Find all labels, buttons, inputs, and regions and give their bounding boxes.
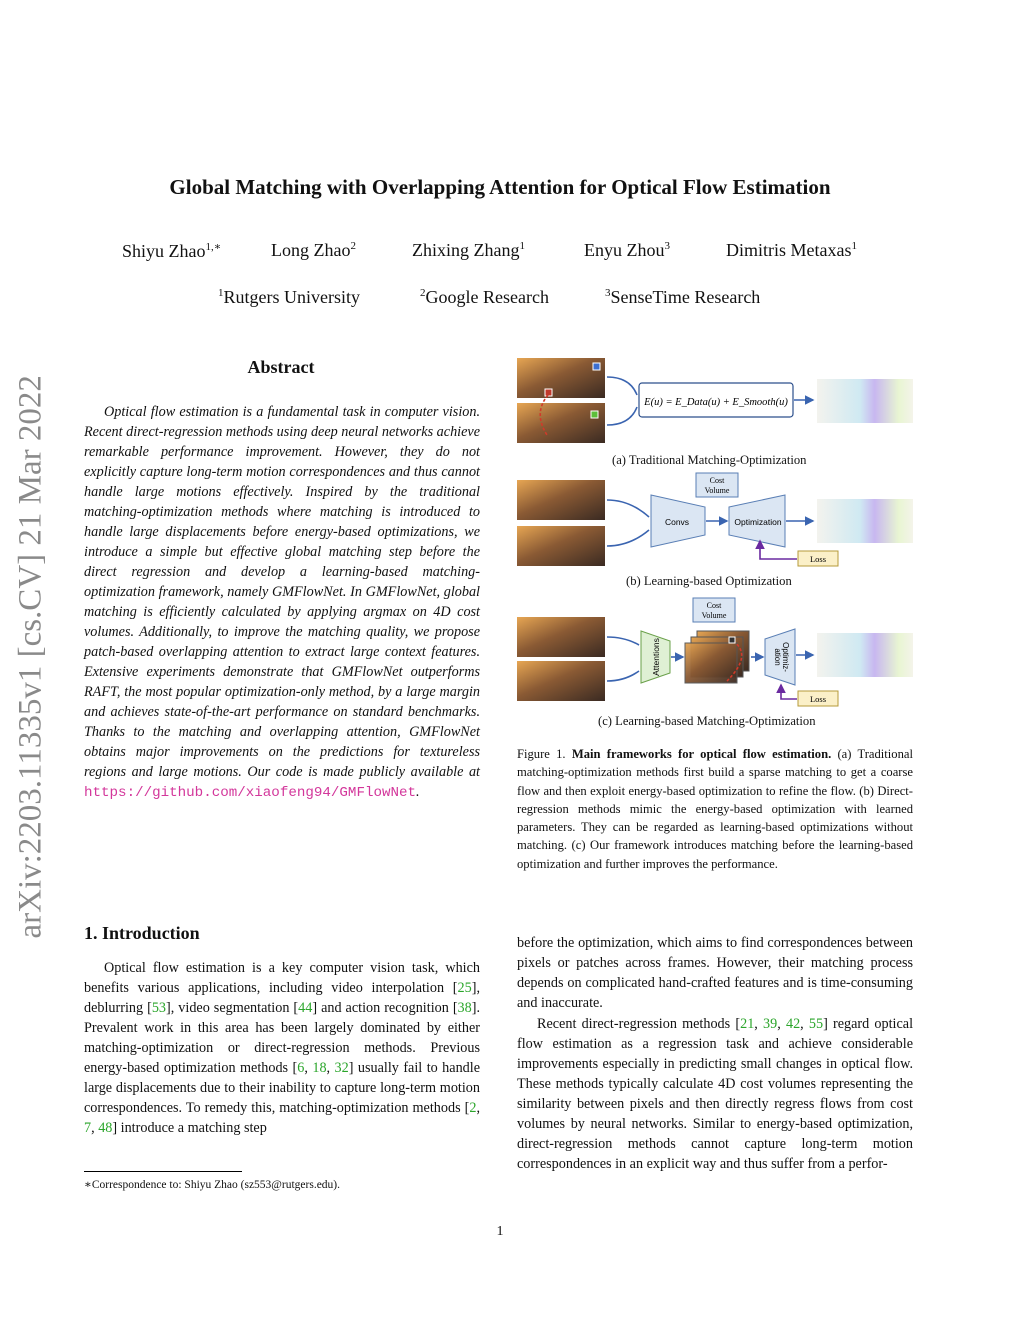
author: Zhixing Zhang$^1$ [412,240,525,260]
flow-output [817,379,913,423]
affiliation: $^2$Google Research [420,287,549,307]
code-link[interactable]: https://github.com/xiaofeng94/GMFlowNet [84,785,417,801]
loss-arrow [781,685,797,699]
affiliation: $^1$Rutgers University [218,287,360,307]
flow-arrow [607,377,637,395]
patch-marker [545,389,552,396]
flow-output [817,633,913,677]
citation-link[interactable]: 53 [151,1000,167,1016]
flow-arrow [607,637,639,645]
author: Long Zhao$^2$ [271,240,356,260]
cost-volume-label: Volume [704,486,730,495]
optimization-label: Optimization [734,517,782,527]
figure-panel-c [517,598,913,706]
citation-link[interactable]: 39 [763,1016,778,1032]
frame-image [517,358,605,398]
cost-volume-label: Volume [701,611,727,620]
optimization-label: ation [773,648,782,666]
frame-image [517,661,605,701]
figure-1 [515,355,915,735]
cost-volume-label: Cost [706,601,722,610]
page-number: 1 [496,1224,504,1239]
citation-link[interactable]: 48 [98,1120,113,1136]
author: Dimitris Metaxas$^1$ [726,240,857,260]
patch-marker [591,411,598,418]
frame-image [517,617,605,657]
flow-arrow [607,671,639,681]
flow-arrow [607,407,637,425]
patch-marker [593,363,600,370]
figure-panel-a [517,358,913,443]
convs-label: Convs [664,517,690,527]
citation-link[interactable]: 42 [785,1016,801,1032]
frame-image [517,480,605,520]
citation-link[interactable]: 44 [298,1000,313,1016]
footnote-rule [84,1171,242,1172]
frame-image [517,526,605,566]
intro-paragraph: Optical flow estimation is a key computer vision task, which benefits various applications, including video interpolation [25], deblurring [53], video segmentation [44] and action recognition [38]. Prevalent work in this area has been largely dominated by either matching-optimization or direct-regression methods. Previous energy-based optimization methods [6, 18, 32] usually fail to handle large displacements due to their inability to capture long-term motion correspondences. To remedy this, matching-optimization methods [2, 7, 48] introduce a matching step [84,960,481,1136]
loss-label: Loss [809,694,827,704]
frame-image [517,403,605,443]
footnote: ∗Correspondence to: Shiyu Zhao (sz553@rutgers.edu). [84,1179,341,1191]
subcaption-a: (a) Traditional Matching-Optimization [612,453,807,467]
affiliation: $^3$SenseTime Research [605,287,761,307]
flow-arrow [607,500,649,517]
figure-caption: Figure 1. Main frameworks for optical flow estimation. (a) Traditional matching-optimization methods first build a sparse matching to get a coarse flow and then exploit energy-based optimization to refine the flow. (b) Direct-regression methods mimic the energy-based optimization with learned parameters. They can be regarded as learning-based optimizations without matching. (c) Our framework introduces matching before the learning-based optimization and further improves the performance. [517,747,913,871]
abstract-heading: Abstract [247,357,315,377]
energy-equation: E(u) = E_Data(u) + E_Smooth(u) [644,397,788,408]
attentions-label: Attentions [651,638,661,676]
citation-link[interactable]: 38 [457,1000,472,1016]
figure-panel-b [517,473,913,566]
section-heading: 1. Introduction [84,923,200,943]
author: Shiyu Zhao$^{1,∗}$ [122,241,222,261]
feature-stack [685,643,737,683]
intro-paragraph: Recent direct-regression methods [21, 39, 42, 55] regard optical flow estimation as a regression task and achieve considerable improvements especially in predicting small changes in optical flow. These methods typically calculate 4D cost volumes representing the similarity between pixels and then directly regress flows from cost volumes by neural networks. Similar to energy-based optimization, direct-regression methods cannot capture long-term motion correspondences in an explicit way and thus suffer from a perfor- [517,1016,914,1172]
citation-link[interactable]: 32 [334,1060,349,1076]
arxiv-stamp: arXiv:2203.11335v1 [cs.CV] 21 Mar 2022 [12,375,49,939]
intro-paragraph: before the optimization, which aims to find correspondences between pixels or patches across frames. However, their matching process depends on complicated hand-crafted features and is time-consuming and inaccurate. [517,935,913,1011]
citation-link[interactable]: 6 [297,1060,305,1076]
cost-volume-label: Cost [709,476,725,485]
citation-link[interactable]: 18 [312,1060,327,1076]
flow-output [817,499,913,543]
paper-title: Global Matching with Overlapping Attention for Optical Flow Estimation [169,175,831,199]
flow-arrow [607,530,649,546]
subcaption-b: (b) Learning-based Optimization [626,574,792,588]
citation-link[interactable]: 55 [808,1016,824,1032]
citation-link[interactable]: 7 [84,1120,92,1136]
citation-link[interactable]: 21 [740,1016,755,1032]
subcaption-c: (c) Learning-based Matching-Optimization [598,714,816,728]
optimization-label: Optimiz- [781,642,790,672]
patch-marker [729,637,735,643]
citation-link[interactable]: 25 [457,980,472,996]
citation-link[interactable]: 2 [469,1100,477,1116]
abstract-text: Optical flow estimation is a fundamental task in computer vision. Recent direct-regression methods using deep neural networks achieve remarkable performance improvement. However, they do not explicitly capture long-term motion correspondences and thus cannot handle large motions effectively. Inspired by the traditional matching-optimization methods where matching is introduced to handle large displacements before energy-based optimizations, we introduce a simple but effective global matching step before the direct regression and develop a learning-based matching-optimization framework, namely GMFlowNet. In GMFlowNet, global matching is efficiently calculated by applying argmax on 4D cost volumes. Additionally, to improve the matching quality, we propose patch-based overlapping attention to extract large context features. Extensive experiments demonstrate that GMFlowNet outperforms RAFT, the most popular optimization-only method, by a large margin and achieves state-of-the-art performance on standard benchmarks. Thanks to the matching and overlapping attention, GMFlowNet obtains major improvements on the predictions for textureless regions and large motions. Our code is made publicly available at https://github.com/xiaofeng94/GMFlowNet. [84,404,480,801]
loss-label: Loss [809,554,827,564]
author: Enyu Zhou$^3$ [584,240,670,260]
